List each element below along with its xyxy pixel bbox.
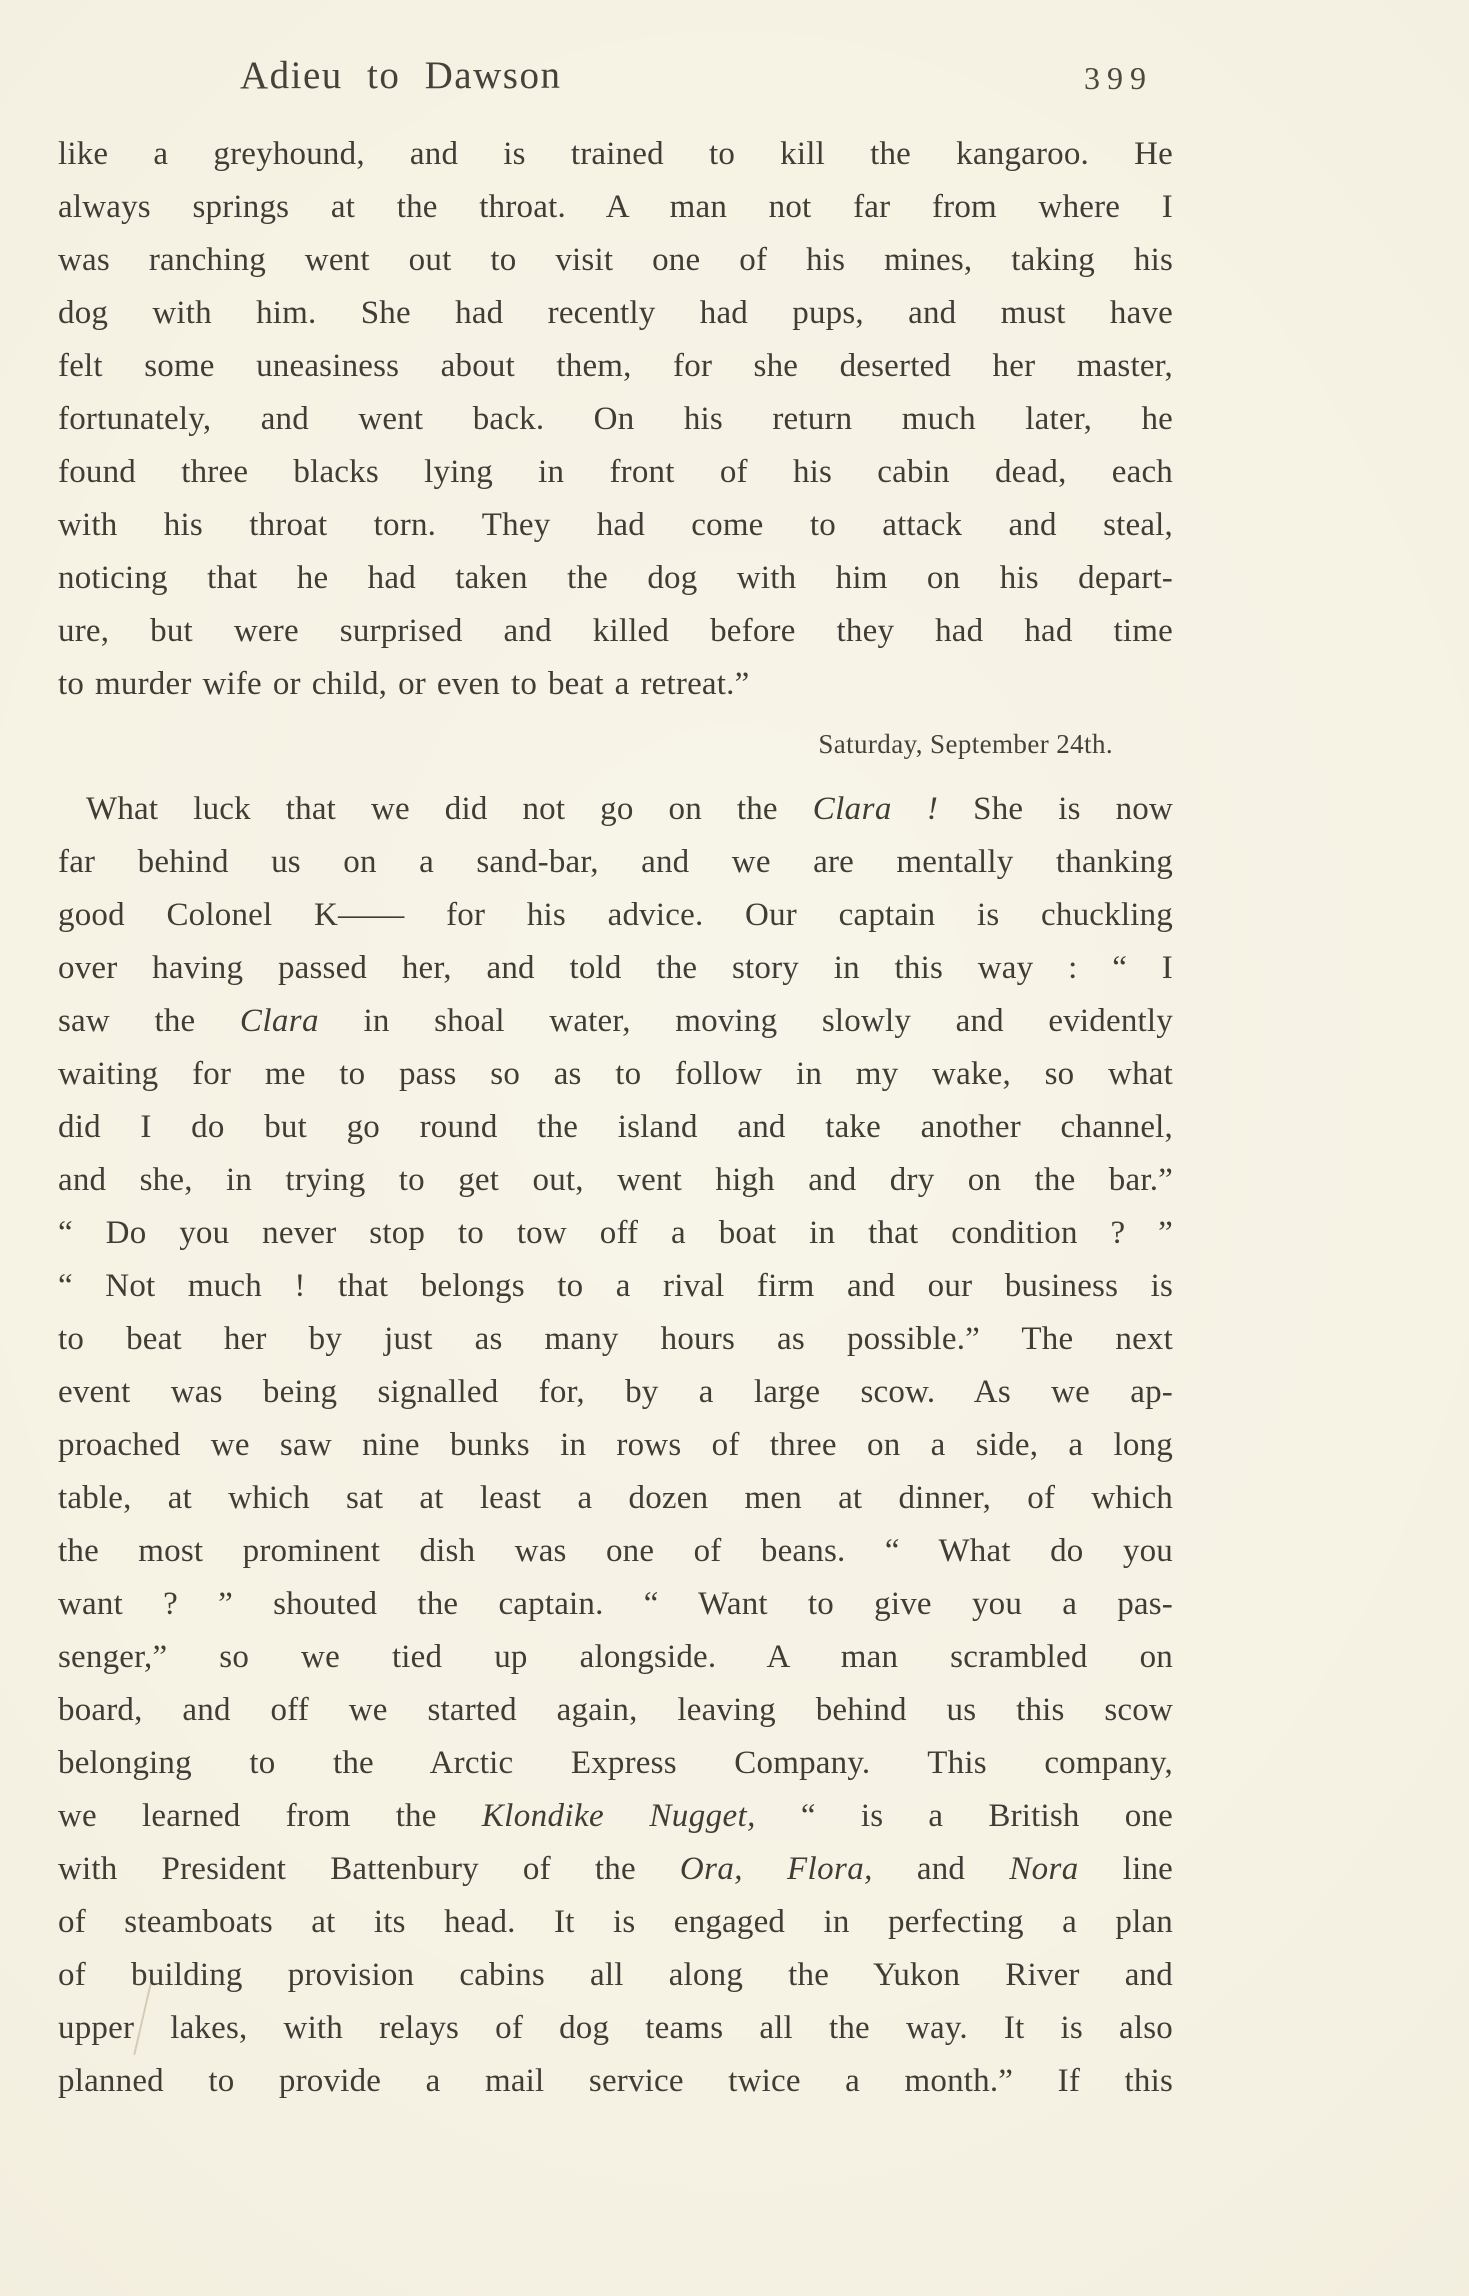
italic-text: Nora bbox=[1009, 1851, 1079, 1887]
page-header bbox=[58, 52, 1173, 128]
text-line: to beat her by just as many hours as possible.” The next bbox=[58, 1321, 1173, 1357]
text-line: waiting for me to pass so as to follow in my wake, so what bbox=[58, 1056, 1173, 1092]
text-line: want ? ” shouted the captain. “ Want to give you a pas- bbox=[58, 1586, 1173, 1622]
text-line: and she, in trying to get out, went high and dry on the bar.” bbox=[58, 1162, 1173, 1198]
text-line: good Colonel K—— for his advice. Our captain is chuckling bbox=[58, 897, 1173, 933]
text-line: board, and off we started again, leaving behind us this scow bbox=[58, 1692, 1173, 1728]
text-line: felt some uneasiness about them, for she deserted her master, bbox=[58, 348, 1173, 384]
paragraph bbox=[58, 128, 1173, 711]
text-line: “ Not much ! that belongs to a rival firm and our business is bbox=[58, 1268, 1173, 1304]
text-line: event was being signalled for, by a large scow. As we ap- bbox=[58, 1374, 1173, 1410]
text-line: dog with him. She had recently had pups, and must have bbox=[58, 295, 1173, 331]
italic-text: Flora, bbox=[786, 1851, 873, 1887]
dateline: Saturday, September 24th. bbox=[818, 729, 1113, 759]
text-line: belonging to the Arctic Express Company. This company, bbox=[58, 1745, 1173, 1781]
text-line: always springs at the throat. A man not far from where I bbox=[58, 189, 1173, 225]
text-line: to murder wife or child, or even to beat a retreat.” bbox=[58, 666, 750, 702]
text-line: noticing that he had taken the dog with him on his depart- bbox=[58, 560, 1173, 596]
text-line: fortunately, and went back. On his return much later, he bbox=[58, 401, 1173, 437]
page-number: 399 bbox=[1084, 60, 1153, 96]
text-line: like a greyhound, and is trained to kill the kangaroo. He bbox=[58, 136, 1173, 172]
text-line: “ Do you never stop to tow off a boat in that condition ? ” bbox=[58, 1215, 1173, 1251]
text-line: did I do but go round the island and take another channel, bbox=[58, 1109, 1173, 1145]
text-line: planned to provide a mail service twice a month.” If this bbox=[58, 2063, 1173, 2099]
running-head-title: Adieu to Dawson bbox=[240, 54, 562, 97]
text-line: senger,” so we tied up alongside. A man scrambled on bbox=[58, 1639, 1173, 1675]
text-line: What luck that we did not go on the Clara ! She is now bbox=[86, 791, 1173, 827]
text-line: saw the Clara in shoal water, moving slowly and evidently bbox=[58, 1003, 1173, 1039]
text-line: upper lakes, with relays of dog teams all the way. It is also bbox=[58, 2010, 1173, 2046]
text-line: ure, but were surprised and killed before they had had time bbox=[58, 613, 1173, 649]
text-line: of building provision cabins all along the Yukon River and bbox=[58, 1957, 1173, 1993]
italic-text: Klondike Nugget, bbox=[481, 1798, 756, 1834]
text-line: far behind us on a sand-bar, and we are mentally thanking bbox=[58, 844, 1173, 880]
italic-text: Ora, bbox=[679, 1851, 743, 1887]
text-block bbox=[58, 52, 1173, 2108]
text-line: proached we saw nine bunks in rows of three on a side, a long bbox=[58, 1427, 1173, 1463]
text-line: table, at which sat at least a dozen men at dinner, of which bbox=[58, 1480, 1173, 1516]
text-line: we learned from the Klondike Nugget, “ is a British one bbox=[58, 1798, 1173, 1834]
paragraph bbox=[58, 783, 1173, 2108]
text-line: with President Battenbury of the Ora, Flora, and Nora line bbox=[58, 1851, 1173, 1887]
text-line: was ranching went out to visit one of his mines, taking his bbox=[58, 242, 1173, 278]
text-line: of steamboats at its head. It is engaged in perfecting a plan bbox=[58, 1904, 1173, 1940]
text-line: found three blacks lying in front of his cabin dead, each bbox=[58, 454, 1173, 490]
text-line: the most prominent dish was one of beans. “ What do you bbox=[58, 1533, 1173, 1569]
italic-text: Clara bbox=[239, 1003, 319, 1039]
italic-text: Clara ! bbox=[812, 791, 939, 827]
text-line: with his throat torn. They had come to attack and steal, bbox=[58, 507, 1173, 543]
text-line: over having passed her, and told the story in this way : “ I bbox=[58, 950, 1173, 986]
